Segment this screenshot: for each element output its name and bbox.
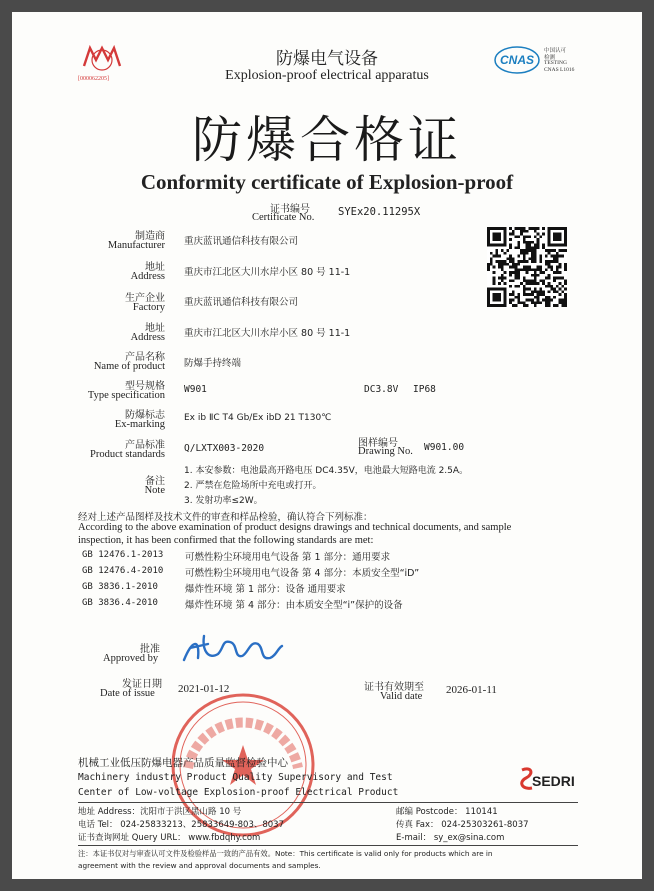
- cnas-sub1: 中国认可: [544, 48, 567, 54]
- issuer-en-2: Center of Low-voltage Explosion-proof Electrical Product: [78, 787, 399, 798]
- issuer-en-1: Machinery industry Product Quality Supervisory and Test: [78, 772, 393, 783]
- divider-issuer: [78, 802, 578, 803]
- standard-code-2: GB 12476.4-2010: [82, 566, 164, 576]
- standards-label-zh: 产品标准: [125, 440, 165, 451]
- contact-postcode: 邮编 Postcode： 110141: [396, 807, 498, 817]
- drawing-label-zh: 图样编号: [358, 438, 398, 449]
- cert-no-label-zh: 证书编号: [270, 204, 310, 215]
- title-zh: 防爆合格证: [192, 111, 462, 169]
- standard-code-1: GB 12476.1-2013: [82, 550, 164, 560]
- standard-code-3: GB 3836.1-2010: [82, 582, 158, 592]
- address2-label-en: Address: [130, 332, 165, 343]
- note-label-zh: 备注: [145, 476, 165, 487]
- conformity-zh: 经对上述产品图样及技术文件的审查和样品检验，确认符合下列标准：: [78, 512, 373, 523]
- issue-label-zh: 发证日期: [122, 679, 162, 690]
- category-zh: 防爆电气设备: [276, 49, 378, 69]
- exmark-label-en: Ex-marking: [114, 419, 165, 430]
- cnas-sub2: 检测: [544, 55, 556, 61]
- product-label-en: Name of product: [93, 361, 165, 372]
- cert-no-label-en: Certificate No.: [252, 212, 315, 223]
- product-label-zh: 产品名称: [125, 352, 165, 363]
- type-label-zh: 型号规格: [125, 381, 165, 392]
- footer-note-1: 注：本证书仅对与审查认可文件及检验样品一致的产品有效。Note：This certificate is valid only for products which are in: [78, 849, 493, 858]
- factory-label-zh: 生产企业: [125, 293, 165, 304]
- note-line-2: 2. 严禁在危险场所中充电或打开。: [184, 481, 322, 491]
- contact-address: 地址 Address：沈阳市于洪区黑山路 10 号: [78, 807, 242, 817]
- approved-label-zh: 批准: [140, 644, 160, 655]
- factory-label-en: Factory: [132, 302, 165, 313]
- address-label-zh: 地址: [145, 262, 165, 273]
- standards-label-en: Product standards: [90, 449, 165, 460]
- note-line-3: 3. 发射功率≤2W。: [184, 496, 263, 506]
- valid-label-zh: 证书有效期至: [364, 682, 424, 693]
- contact-url: 证书查询网址 Query URL： www.fbdqhy.com: [78, 833, 261, 843]
- type-value: W901: [184, 384, 207, 395]
- note-label-en: Note: [144, 485, 165, 496]
- valid-label-en: Valid date: [380, 691, 423, 702]
- cert-no-value: SYEx20.11295X: [338, 206, 421, 218]
- approved-label-en: Approved by: [103, 653, 159, 664]
- cma-number: [000062205]: [78, 76, 109, 82]
- drawing-value: W901.00: [424, 442, 465, 453]
- exmark-value: Ex ib ⅡC T4 Gb/Ex ibD 21 T130℃: [184, 413, 332, 423]
- standard-name-1: 可燃性粉尘环境用电气设备 第 1 部分：通用要求: [185, 552, 391, 563]
- sedri-logo: [518, 766, 578, 792]
- type-ip: IP68: [413, 384, 436, 395]
- address2-label-zh: 地址: [145, 323, 165, 334]
- address-value: 重庆市江北区大川水岸小区 80 号 11-1: [184, 267, 351, 278]
- manufacturer-label-zh: 制造商: [135, 231, 165, 242]
- svg-text:SEDRI: SEDRI: [532, 773, 575, 789]
- contact-tel: 电话 Tel： 024-25833213、25833649-803、8037: [78, 820, 284, 830]
- contact-email: E-mail： sy_ex@sina.com: [396, 833, 505, 843]
- note-line-1: 1. 本安参数：电池最高开路电压 DC4.35V，电池最大短路电流 2.5A。: [184, 466, 469, 476]
- qr-code: [487, 227, 567, 307]
- address2-value: 重庆市江北区大川水岸小区 80 号 11-1: [184, 328, 351, 339]
- issuer-zh: 机械工业低压防爆电器产品质量监督检验中心: [78, 757, 288, 769]
- type-rating: DC3.8V: [364, 384, 399, 395]
- type-label-en: Type specification: [87, 390, 165, 401]
- product-value: 防爆手持终端: [184, 358, 242, 369]
- standard-name-2: 可燃性粉尘环境用电气设备 第 4 部分：本质安全型“iD”: [185, 568, 420, 579]
- signature: [178, 630, 288, 670]
- manufacturer-value: 重庆蓝讯通信科技有限公司: [184, 236, 299, 247]
- address-label-en: Address: [130, 271, 165, 282]
- footer-note-2: agreement with the review and approval documents and samples.: [78, 861, 321, 870]
- cnas-sub4: CNAS L1016: [544, 67, 575, 73]
- title-en: Conformity certificate of Explosion-proof: [140, 170, 514, 194]
- exmark-label-zh: 防爆标志: [125, 410, 165, 421]
- factory-value: 重庆蓝讯通信科技有限公司: [184, 297, 299, 308]
- contact-fax: 传真 Fax： 024-25303261-8037: [396, 820, 529, 830]
- standard-name-4: 爆炸性环境 第 4 部分：由本质安全型“i”保护的设备: [185, 600, 403, 611]
- conformity-en-1: According to the above examination of product designs drawings and technical documents, and sample: [78, 522, 512, 533]
- svg-text:CNAS: CNAS: [499, 53, 535, 67]
- issue-label-en: Date of issue: [100, 688, 155, 699]
- cnas-sub3: TESTING: [544, 60, 567, 66]
- standard-code-4: GB 3836.4-2010: [82, 598, 158, 608]
- valid-date: 2026-01-11: [446, 684, 497, 696]
- manufacturer-label-en: Manufacturer: [107, 240, 165, 251]
- issue-date: 2021-01-12: [178, 683, 230, 695]
- drawing-label-en: Drawing No.: [358, 446, 413, 457]
- standard-name-3: 爆炸性环境 第 1 部分：设备 通用要求: [185, 584, 346, 595]
- divider-footer: [78, 845, 578, 846]
- conformity-en-2: inspection, it has been confirmed that the following standards are met:: [78, 535, 374, 546]
- category-en: Explosion-proof electrical apparatus: [225, 68, 429, 83]
- standards-value: Q/LXTX003-2020: [184, 443, 265, 454]
